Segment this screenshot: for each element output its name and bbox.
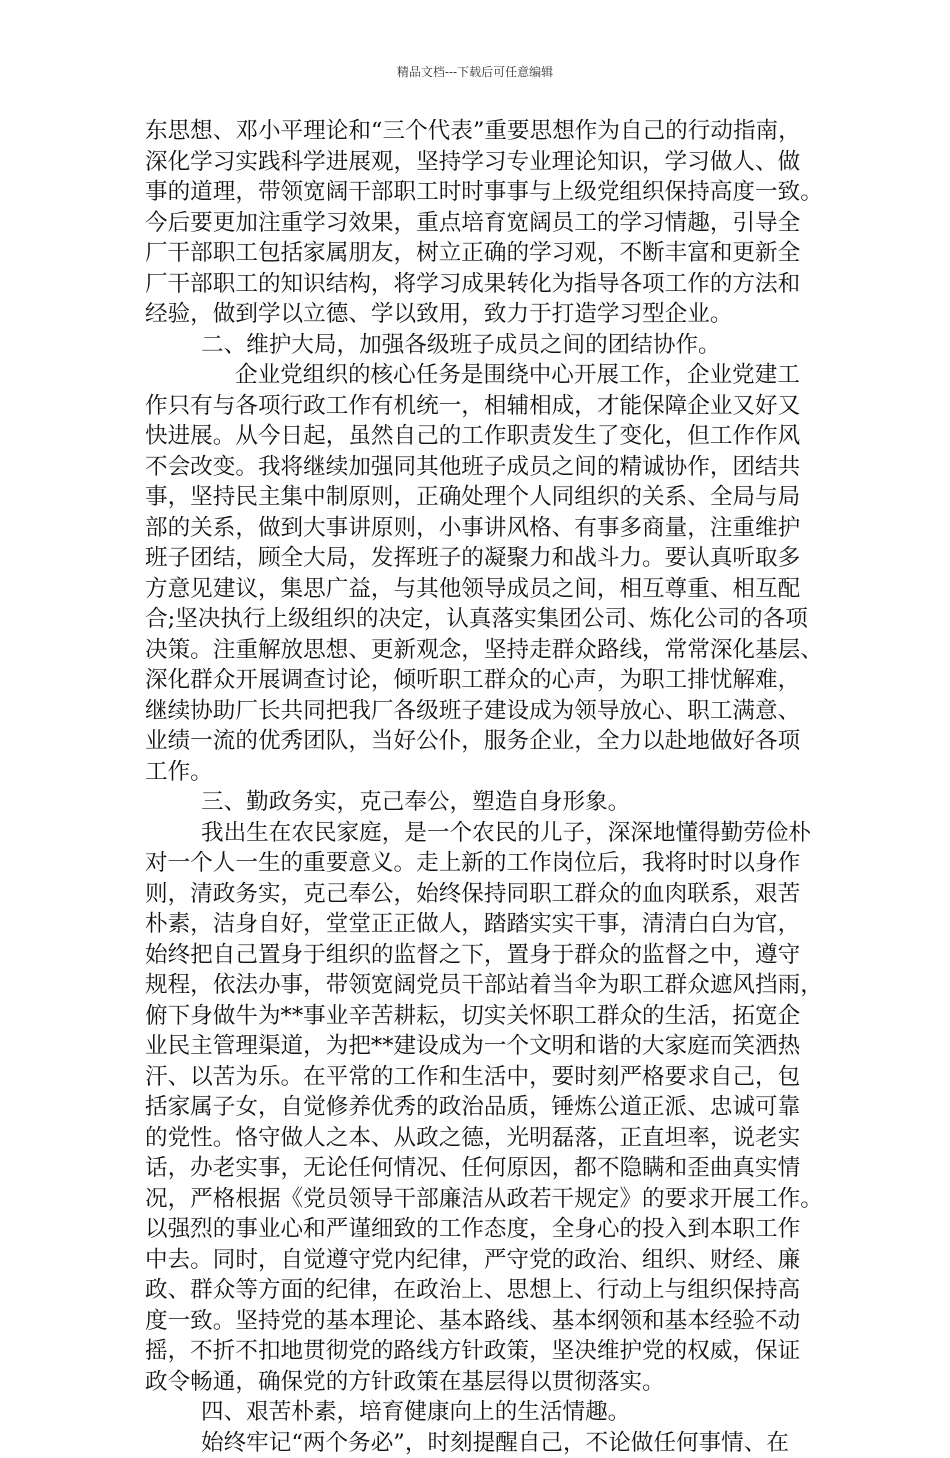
body-line: 部的关系，做到大事讲原则，小事讲风格、有事多商量，注重维护 xyxy=(145,513,825,544)
body-line: 工作。 xyxy=(145,757,825,788)
body-line: 合;坚决执行上级组织的决定，认真落实集团公司、炼化公司的各项 xyxy=(145,604,825,635)
body-line: 话，办老实事，无论任何情况、任何原因，都不隐瞒和歪曲真实情 xyxy=(145,1153,825,1184)
section-heading: 二、维护大局，加强各级班子成员之间的团结协作。 xyxy=(145,330,825,361)
body-line: 我出生在农民家庭，是一个农民的儿子，深深地懂得勤劳俭朴 xyxy=(145,818,825,849)
body-line: 规程，依法办事，带领宽阔党员干部站着当伞为职工群众遮风挡雨， xyxy=(145,970,825,1001)
body-line: 班子团结，顾全大局，发挥班子的凝聚力和战斗力。要认真听取多 xyxy=(145,543,825,574)
body-line: 始终牢记“两个务必”，时刻提醒自己，不论做任何事情、在 xyxy=(145,1428,825,1458)
body-line: 方意见建议，集思广益，与其他领导成员之间，相互尊重、相互配 xyxy=(145,574,825,605)
body-line: 中去。同时，自觉遵守党内纪律，严守党的政治、组织、财经、廉 xyxy=(145,1245,825,1276)
section-heading: 三、勤政务实，克己奉公，塑造自身形象。 xyxy=(145,787,825,818)
body-line: 汗、以苦为乐。在平常的工作和生活中，要时刻严格要求自己，包 xyxy=(145,1062,825,1093)
body-line: 事，坚持民主集中制原则，正确处理个人同组织的关系、全局与局 xyxy=(145,482,825,513)
body-line: 业绩一流的优秀团队，当好公仆，服务企业，全力以赴地做好各项 xyxy=(145,726,825,757)
body-line: 经验，做到学以立德、学以致用，致力于打造学习型企业。 xyxy=(145,299,825,330)
body-line: 则，清政务实，克己奉公，始终保持同职工群众的血肉联系，艰苦 xyxy=(145,879,825,910)
section-heading: 四、艰苦朴素，培育健康向上的生活情趣。 xyxy=(145,1397,825,1428)
body-line: 快进展。从今日起，虽然自己的工作职责发生了变化，但工作作风 xyxy=(145,421,825,452)
body-line: 事的道理，带领宽阔干部职工时时事事与上级党组织保持高度一致。 xyxy=(145,177,825,208)
body-line: 作只有与各项行政工作有机统一，相辅相成，才能保障企业又好又 xyxy=(145,391,825,422)
body-line: 企业党组织的核心任务是围绕中心开展工作，企业党建工 xyxy=(145,360,825,391)
body-line: 况，严格根据《党员领导干部廉洁从政若干规定》的要求开展工作。 xyxy=(145,1184,825,1215)
body-line: 朴素，洁身自好，堂堂正正做人，踏踏实实干事，清清白白为官， xyxy=(145,909,825,940)
body-line: 东思想、邓小平理论和“三个代表”重要思想作为自己的行动指南， xyxy=(145,116,825,147)
body-line: 继续协助厂长共同把我厂各级班子建设成为领导放心、职工满意、 xyxy=(145,696,825,727)
body-line: 政令畅通，确保党的方针政策在基层得以贯彻落实。 xyxy=(145,1367,825,1398)
body-line: 的党性。恪守做人之本、从政之德，光明磊落，正直坦率，说老实 xyxy=(145,1123,825,1154)
body-line: 不会改变。我将继续加强同其他班子成员之间的精诚协作，团结共 xyxy=(145,452,825,483)
body-line: 业民主管理渠道，为把**建设成为一个文明和谐的大家庭而笑洒热 xyxy=(145,1031,825,1062)
body-line: 度一致。坚持党的基本理论、基本路线、基本纲领和基本经验不动 xyxy=(145,1306,825,1337)
body-line: 俯下身做牛为**事业辛苦耕耘，切实关怀职工群众的生活，拓宽企 xyxy=(145,1001,825,1032)
page-header: 精品文档---下载后可任意编辑 xyxy=(0,64,950,80)
body-line: 摇，不折不扣地贯彻党的路线方针政策，坚决维护党的权威，保证 xyxy=(145,1336,825,1367)
body-line: 政、群众等方面的纪律，在政治上、思想上、行动上与组织保持高 xyxy=(145,1275,825,1306)
body-line: 深化学习实践科学进展观，坚持学习专业理论知识，学习做人、做 xyxy=(145,147,825,178)
body-line: 厂干部职工的知识结构，将学习成果转化为指导各项工作的方法和 xyxy=(145,269,825,300)
body-line: 括家属子女，自觉修养优秀的政治品质，锤炼公道正派、忠诚可靠 xyxy=(145,1092,825,1123)
body-line: 始终把自己置身于组织的监督之下，置身于群众的监督之中，遵守 xyxy=(145,940,825,971)
document-body xyxy=(145,116,825,1458)
body-line: 厂干部职工包括家属朋友，树立正确的学习观，不断丰富和更新全 xyxy=(145,238,825,269)
body-line: 今后要更加注重学习效果，重点培育宽阔员工的学习情趣，引导全 xyxy=(145,208,825,239)
body-line: 以强烈的事业心和严谨细致的工作态度，全身心的投入到本职工作 xyxy=(145,1214,825,1245)
body-line: 对一个人一生的重要意义。走上新的工作岗位后，我将时时以身作 xyxy=(145,848,825,879)
body-line: 决策。注重解放思想、更新观念，坚持走群众路线，常常深化基层、 xyxy=(145,635,825,666)
body-line: 深化群众开展调查讨论，倾听职工群众的心声，为职工排忧解难， xyxy=(145,665,825,696)
